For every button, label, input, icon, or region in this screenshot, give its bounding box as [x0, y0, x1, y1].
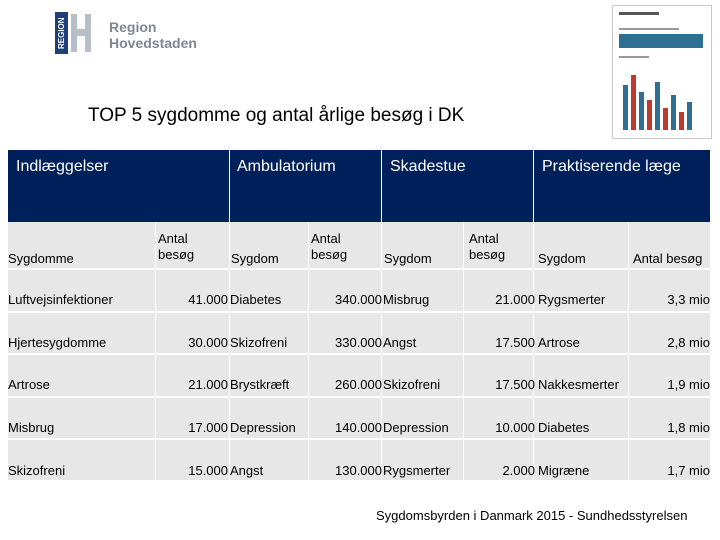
row4-skad-antal: 10.000	[495, 420, 535, 435]
subheader-antal-besog-2: Antal besøg	[311, 231, 348, 262]
row2-indl-sygdom: Hjertesygdomme	[8, 335, 107, 350]
category-header	[8, 150, 710, 222]
category-ambulatorium: Ambulatorium	[237, 158, 336, 175]
row1-skad-antal: 21.000	[495, 292, 535, 307]
row4-prak-antal: 1,8 mio	[667, 420, 710, 435]
region-hovedstaden-logo	[55, 12, 205, 54]
subheader-antal-besog-1: Antal besøg	[158, 231, 195, 262]
row3-indl-antal: 21.000	[188, 377, 228, 392]
row4-indl-sygdom: Misbrug	[8, 420, 55, 435]
row4-amb-sygdom: Depression	[230, 420, 296, 435]
row2-amb-sygdom: Skizofreni	[230, 335, 288, 350]
row5-indl-antal: 15.000	[188, 463, 228, 478]
logo-h-icon	[71, 12, 91, 54]
row2-prak-antal: 2,8 mio	[667, 335, 710, 350]
row1-indl-sygdom: Luftvejsinfektioner	[8, 292, 113, 307]
row3-prak-sygdom: Nakkesmerter	[538, 377, 619, 392]
row3-indl-sygdom: Artrose	[8, 377, 50, 392]
row1-prak-antal: 3,3 mio	[667, 292, 710, 307]
row4-skad-sygdom: Depression	[383, 420, 449, 435]
row4-prak-sygdom: Diabetes	[538, 420, 590, 435]
row2-indl-antal: 30.000	[188, 335, 228, 350]
row5-amb-antal: 130.000	[335, 463, 382, 478]
row1-prak-sygdom: Rygsmerter	[538, 292, 606, 307]
row3-amb-antal: 260.000	[335, 377, 382, 392]
row5-skad-antal: 2.000	[502, 463, 535, 478]
row4-indl-antal: 17.000	[188, 420, 228, 435]
category-indlaeggelser: Indlæggelser	[16, 158, 109, 175]
logo-text: Region Hovedstaden	[109, 19, 197, 51]
row1-amb-sygdom: Diabetes	[230, 292, 282, 307]
row5-prak-sygdom: Migræne	[538, 463, 590, 478]
row2-prak-sygdom: Artrose	[538, 335, 580, 350]
category-praktiserende-laege: Praktiserende læge	[542, 158, 681, 175]
row3-amb-sygdom: Brystkræft	[230, 377, 290, 392]
row4-amb-antal: 140.000	[335, 420, 382, 435]
row5-amb-sygdom: Angst	[230, 463, 264, 478]
subheader-sygdomme: Sygdomme	[8, 251, 74, 266]
subheader-sygdom-3: Sygdom	[384, 251, 432, 266]
category-skadestue: Skadestue	[390, 158, 466, 175]
row3-skad-sygdom: Skizofreni	[383, 377, 441, 392]
row3-skad-antal: 17.500	[495, 377, 535, 392]
subheader-sygdom-4: Sygdom	[538, 251, 586, 266]
row2-amb-antal: 330.000	[335, 335, 382, 350]
row2-skad-sygdom: Angst	[383, 335, 417, 350]
logo-mark: REGION	[55, 12, 68, 54]
row2-skad-antal: 17.500	[495, 335, 535, 350]
row1-indl-antal: 41.000	[188, 292, 228, 307]
subheader-antal-besog-4: Antal besøg	[633, 251, 703, 266]
row5-skad-sygdom: Rygsmerter	[383, 463, 451, 478]
source-caption: Sygdomsbyrden i Danmark 2015 - Sundhedsstyrelsen	[376, 508, 688, 523]
row1-skad-sygdom: Misbrug	[383, 292, 430, 307]
row1-amb-antal: 340.000	[335, 292, 382, 307]
row5-indl-sygdom: Skizofreni	[8, 463, 66, 478]
subheader-antal-besog-3: Antal besøg	[469, 231, 506, 262]
row3-prak-antal: 1,9 mio	[667, 377, 710, 392]
row5-prak-antal: 1,7 mio	[667, 463, 710, 478]
report-cover-thumbnail	[612, 5, 712, 139]
page-title: TOP 5 sygdomme og antal årlige besøg i DK	[88, 105, 465, 126]
subheader-sygdom-2: Sygdom	[231, 251, 279, 266]
